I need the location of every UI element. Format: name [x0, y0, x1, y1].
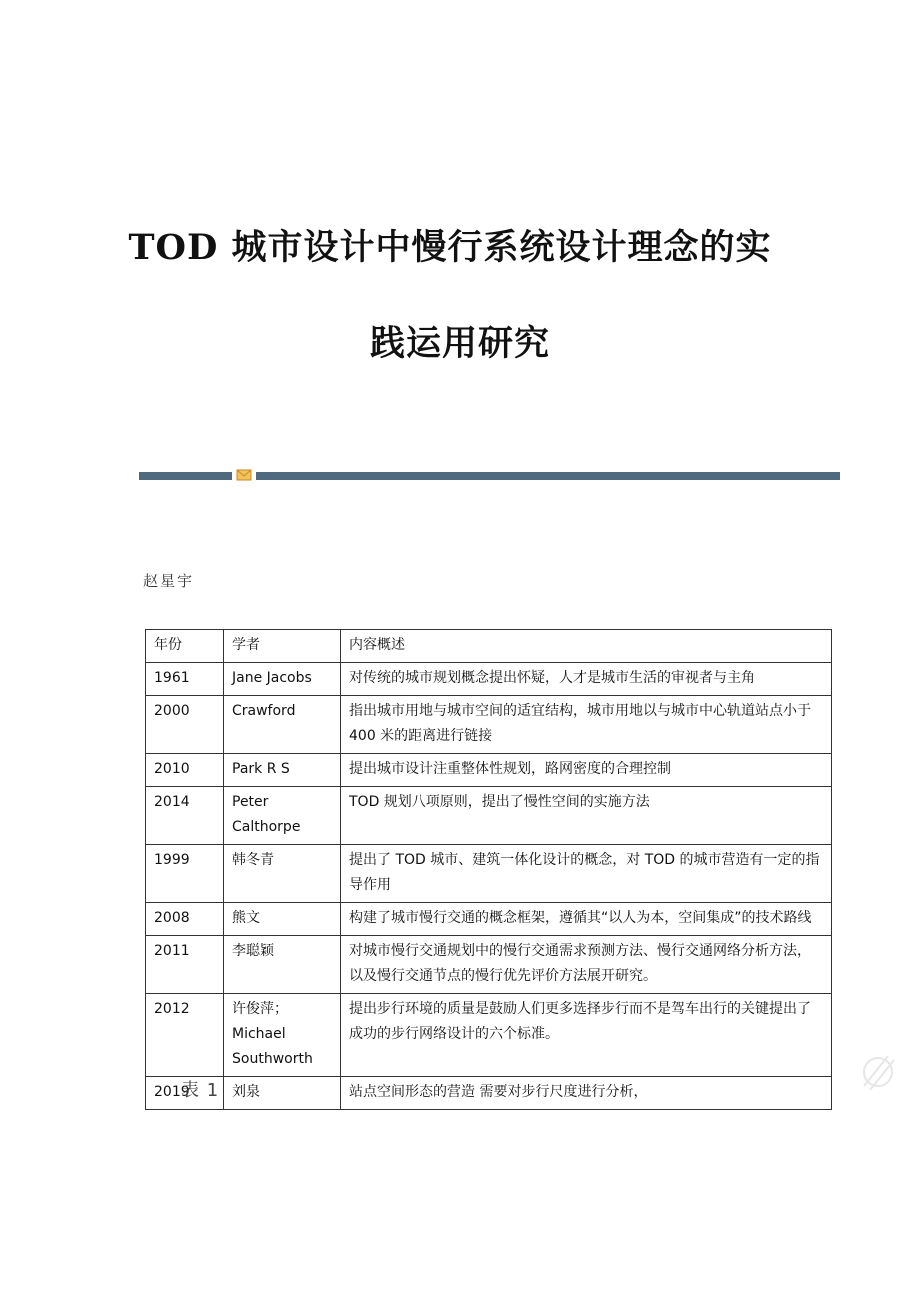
cell-content: 提出了 TOD 城市、建筑一体化设计的概念，对 TOD 的城市营造有一定的指导作用 [341, 845, 832, 903]
cell-content: 对城市慢行交通规划中的慢行交通需求预测方法、慢行交通网络分析方法，以及慢行交通节点的慢行优先评价方法展开研究。 [341, 936, 832, 994]
table-row [146, 994, 832, 1077]
table-row [146, 936, 832, 994]
cell-content: TOD 规划八项原则，提出了慢性空间的实施方法 [341, 787, 832, 845]
title-line-1: TOD 城市设计中慢行系统设计理念的实 [128, 227, 772, 268]
cell-year: 1961 [146, 663, 224, 696]
scholar-line: Southworth [232, 1051, 313, 1067]
cell-year: 1999 [146, 845, 224, 903]
cell-scholar [224, 663, 341, 696]
cell-scholar [224, 903, 341, 936]
table-row [146, 845, 832, 903]
table-header-row [146, 630, 832, 663]
cell-scholar [224, 1077, 341, 1110]
scholar-line: 李聪颖 [232, 943, 274, 959]
divider-right [256, 472, 840, 480]
scholar-line: Peter [232, 794, 269, 810]
cell-year: 2008 [146, 903, 224, 936]
stamp-watermark-icon [858, 1046, 898, 1096]
table-caption: 表 1 [181, 1080, 220, 1101]
scholar-line: 韩冬青 [232, 852, 274, 868]
table-row [146, 787, 832, 845]
cell-year: 2012 [146, 994, 224, 1077]
cell-content: 提出城市设计注重整体性规划，路网密度的合理控制 [341, 754, 832, 787]
cell-year: 2014 [146, 787, 224, 845]
cell-content: 构建了城市慢行交通的概念框架，遵循其“以人为本，空间集成”的技术路线 [341, 903, 832, 936]
table-row [146, 754, 832, 787]
cell-scholar [224, 936, 341, 994]
header-year: 年份 [146, 630, 224, 663]
cell-scholar [224, 696, 341, 754]
scholar-line: 熊文 [232, 910, 260, 926]
cell-year: 2010 [146, 754, 224, 787]
cell-year: 2000 [146, 696, 224, 754]
scholar-line: Michael [232, 1026, 286, 1042]
scholar-line: Calthorpe [232, 819, 301, 835]
table-row [146, 696, 832, 754]
table-row [146, 1077, 832, 1110]
cell-content: 提出步行环境的质量是鼓励人们更多选择步行而不是驾车出行的关键提出了成功的步行网络设计的六个标准。 [341, 994, 832, 1077]
literature-table [145, 629, 832, 1110]
cell-content: 站点空间形态的营造 需要对步行尺度进行分析， [341, 1077, 832, 1110]
envelope-icon [236, 468, 252, 482]
header-content: 内容概述 [341, 630, 832, 663]
scholar-line: 许俊萍； [232, 1001, 288, 1017]
cell-scholar [224, 994, 341, 1077]
cell-scholar [224, 787, 341, 845]
scholar-line: 刘泉 [232, 1084, 260, 1100]
cell-content: 对传统的城市规划概念提出怀疑，人才是城市生活的审视者与主角 [341, 663, 832, 696]
cell-scholar [224, 845, 341, 903]
scholar-line: Jane Jacobs [232, 670, 312, 686]
title-line-2: 践运用研究 [369, 323, 550, 364]
author-name: 赵星宇 [143, 572, 195, 590]
table-row [146, 903, 832, 936]
table-row [146, 663, 832, 696]
cell-content: 指出城市用地与城市空间的适宜结构，城市用地以与城市中心轨道站点小于 400 米的距离进行链接 [341, 696, 832, 754]
cell-year: 2019 [146, 1077, 224, 1110]
header-scholar: 学者 [224, 630, 341, 663]
scholar-line: Crawford [232, 703, 296, 719]
cell-year: 2011 [146, 936, 224, 994]
cell-scholar [224, 754, 341, 787]
divider-left [139, 472, 232, 480]
scholar-line: Park R S [232, 761, 290, 777]
